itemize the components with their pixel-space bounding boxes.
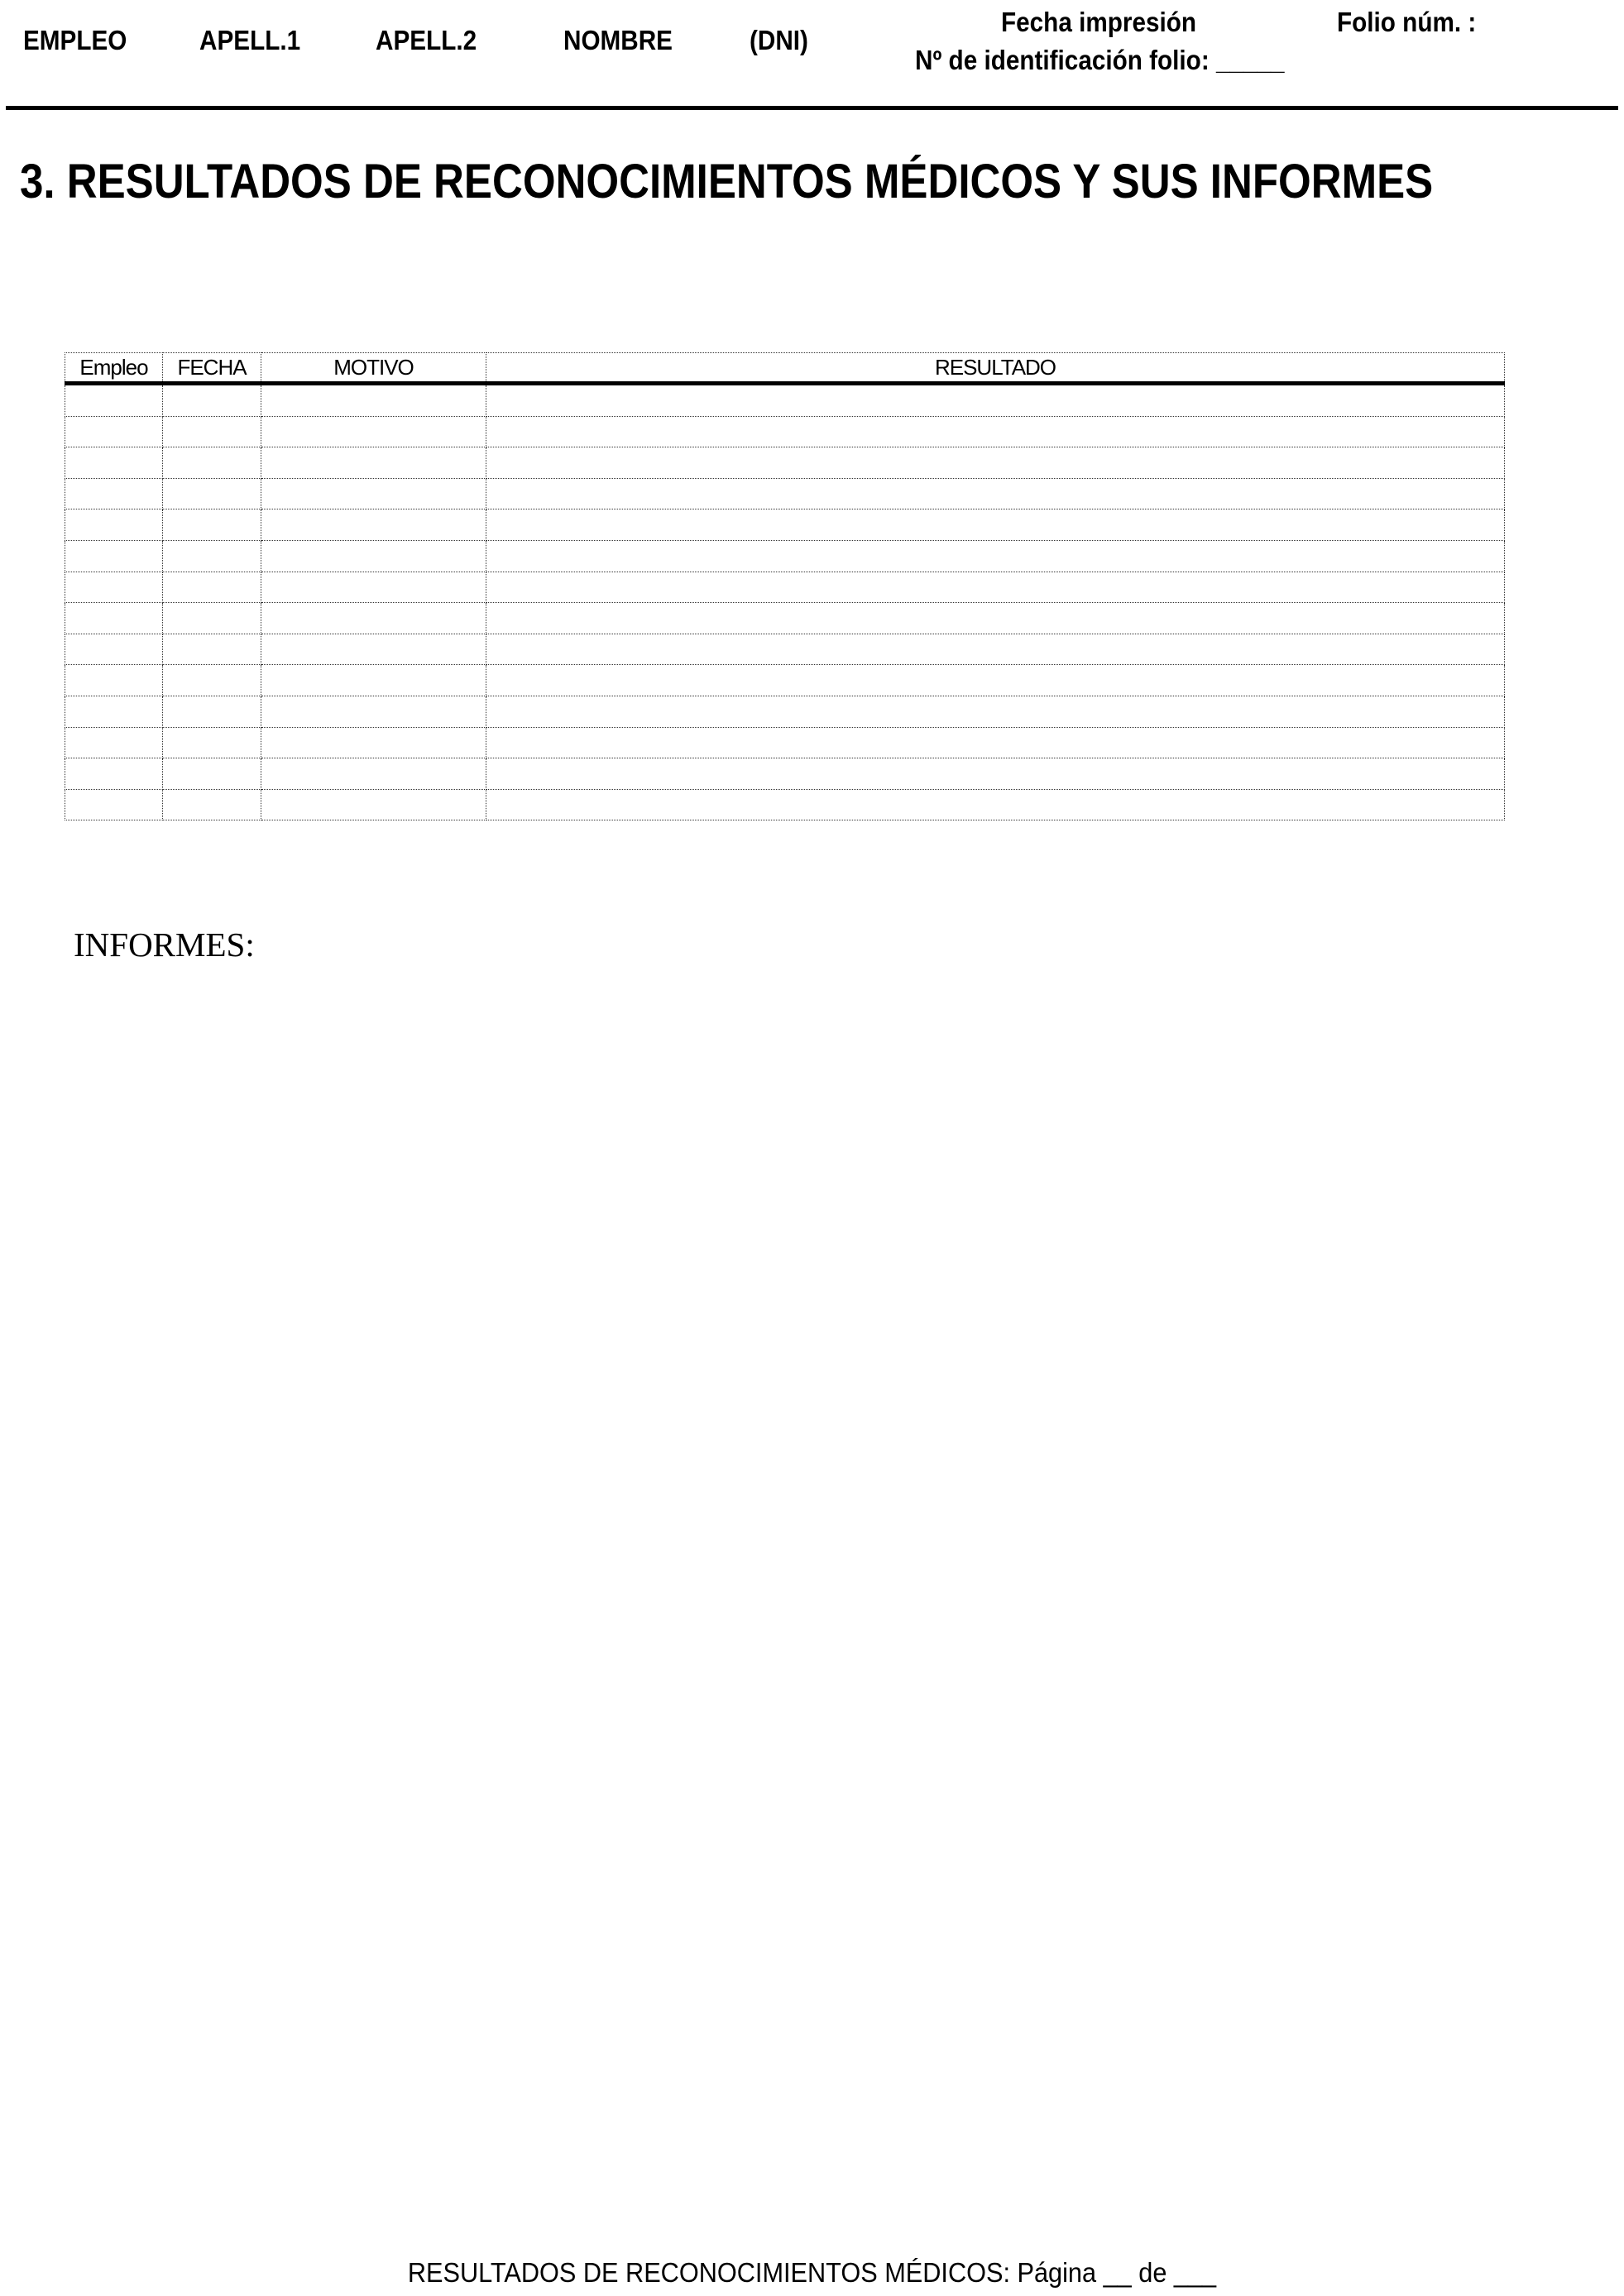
table-cell-resultado[interactable]: [486, 634, 1505, 665]
header-fecha-impresion: Fecha impresión: [1001, 7, 1197, 37]
table-cell-resultado[interactable]: [486, 384, 1505, 417]
table-cell-empleo[interactable]: [65, 509, 163, 541]
table-cell-resultado[interactable]: [486, 416, 1505, 447]
table-cell-motivo[interactable]: [261, 634, 486, 665]
table-cell-fecha[interactable]: [163, 509, 261, 541]
table-cell-motivo[interactable]: [261, 447, 486, 479]
table-cell-empleo[interactable]: [65, 789, 163, 820]
page-title: 3. RESULTADOS DE RECONOCIMIENTOS MÉDICOS Y SUS INFORMES: [20, 155, 1434, 208]
table-cell-empleo[interactable]: [65, 416, 163, 447]
table-cell-empleo[interactable]: [65, 447, 163, 479]
table-row: [65, 696, 1505, 727]
table-cell-resultado[interactable]: [486, 572, 1505, 603]
table-cell-resultado[interactable]: [486, 509, 1505, 541]
table-cell-motivo[interactable]: [261, 384, 486, 417]
header-dni: (DNI): [750, 25, 808, 55]
page-footer: [57, 2257, 1568, 2289]
table-cell-fecha[interactable]: [163, 758, 261, 790]
table-row: [65, 478, 1505, 509]
table-cell-fecha[interactable]: [163, 696, 261, 727]
table-cell-motivo[interactable]: [261, 416, 486, 447]
table-cell-resultado[interactable]: [486, 603, 1505, 634]
table-cell-motivo[interactable]: [261, 758, 486, 790]
table-cell-fecha[interactable]: [163, 789, 261, 820]
table-cell-motivo[interactable]: [261, 603, 486, 634]
table-cell-fecha[interactable]: [163, 665, 261, 696]
table-row: [65, 572, 1505, 603]
table-cell-resultado[interactable]: [486, 758, 1505, 790]
table-row: [65, 634, 1505, 665]
table-row: [65, 758, 1505, 790]
informes-label: INFORMES:: [74, 926, 255, 964]
table-cell-empleo[interactable]: [65, 696, 163, 727]
table-row: [65, 665, 1505, 696]
table-cell-motivo[interactable]: [261, 540, 486, 572]
header-nombre: NOMBRE: [563, 25, 673, 55]
table-cell-resultado[interactable]: [486, 478, 1505, 509]
table-cell-empleo[interactable]: [65, 665, 163, 696]
table-cell-fecha[interactable]: [163, 572, 261, 603]
table-cell-empleo[interactable]: [65, 384, 163, 417]
table-cell-motivo[interactable]: [261, 789, 486, 820]
table-cell-fecha[interactable]: [163, 540, 261, 572]
table-cell-empleo[interactable]: [65, 603, 163, 634]
header-apell1: APELL.1: [199, 25, 301, 55]
table-cell-empleo[interactable]: [65, 634, 163, 665]
table-cell-fecha[interactable]: [163, 634, 261, 665]
column-header-motivo: MOTIVO: [261, 353, 486, 384]
table-row: [65, 384, 1505, 417]
column-header-resultado: RESULTADO: [486, 353, 1505, 384]
table-cell-resultado[interactable]: [486, 696, 1505, 727]
table-cell-empleo[interactable]: [65, 540, 163, 572]
table-cell-fecha[interactable]: [163, 603, 261, 634]
results-table: [65, 352, 1505, 820]
table-cell-motivo[interactable]: [261, 665, 486, 696]
table-cell-fecha[interactable]: [163, 447, 261, 479]
table-cell-resultado[interactable]: [486, 447, 1505, 479]
header-apell2: APELL.2: [376, 25, 477, 55]
footer-text: RESULTADOS DE RECONOCIMIENTOS MÉDICOS: Página __ de ___: [407, 2257, 1217, 2288]
table-cell-fecha[interactable]: [163, 727, 261, 758]
table-row: [65, 789, 1505, 820]
table-cell-fecha[interactable]: [163, 478, 261, 509]
table-cell-resultado[interactable]: [486, 665, 1505, 696]
table-row: [65, 540, 1505, 572]
table-cell-resultado[interactable]: [486, 727, 1505, 758]
header-empleo: EMPLEO: [23, 25, 127, 55]
table-cell-empleo[interactable]: [65, 572, 163, 603]
table-cell-resultado[interactable]: [486, 540, 1505, 572]
header-divider: [6, 106, 1618, 110]
table-cell-empleo[interactable]: [65, 478, 163, 509]
table-row: [65, 509, 1505, 541]
column-header-empleo: Empleo: [65, 353, 163, 384]
table-cell-empleo[interactable]: [65, 727, 163, 758]
table-cell-motivo[interactable]: [261, 696, 486, 727]
table-cell-motivo[interactable]: [261, 572, 486, 603]
table-cell-resultado[interactable]: [486, 789, 1505, 820]
table-cell-fecha[interactable]: [163, 416, 261, 447]
table-row: [65, 416, 1505, 447]
table-row: [65, 603, 1505, 634]
table-header-row: [65, 353, 1505, 384]
table-row: [65, 727, 1505, 758]
table-body: [65, 384, 1505, 820]
column-header-fecha: FECHA: [163, 353, 261, 384]
header-identificacion-folio: Nº de identificación folio: _____: [915, 45, 1285, 75]
header-folio-num: Folio núm. :: [1337, 7, 1477, 37]
table-row: [65, 447, 1505, 479]
table-cell-fecha[interactable]: [163, 384, 261, 417]
table-cell-motivo[interactable]: [261, 509, 486, 541]
table-cell-motivo[interactable]: [261, 727, 486, 758]
table-cell-motivo[interactable]: [261, 478, 486, 509]
table-cell-empleo[interactable]: [65, 758, 163, 790]
